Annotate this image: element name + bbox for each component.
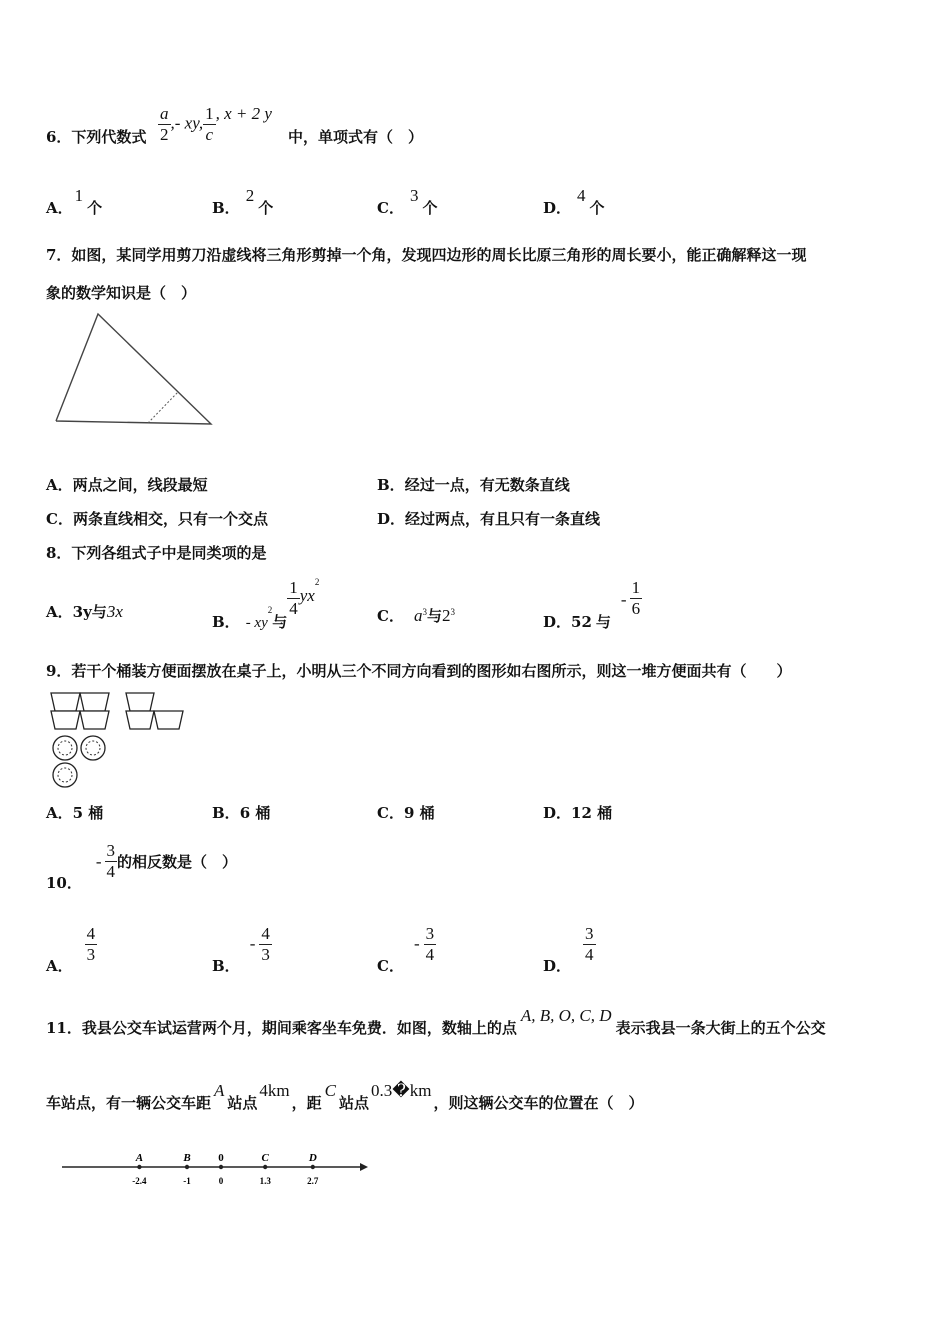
q8-b-tail: yx: [299, 585, 315, 605]
q7-c-label: C．: [46, 510, 73, 528]
q6-frac-c-den: c: [205, 125, 214, 144]
q7-d-label: D．: [377, 510, 406, 528]
q11-axis-arrow: [360, 1163, 368, 1171]
q6-a-value: 1: [74, 186, 84, 205]
q8-d-sign: -: [620, 589, 627, 609]
q7-line2: 象的数学知识是（ ）: [46, 284, 197, 302]
q11-axis-value-2: 0: [218, 1176, 224, 1186]
q10-b-sign: -: [249, 933, 256, 953]
q9-c-text: 9 桶: [403, 804, 435, 822]
q6-a-label: A．: [46, 199, 73, 217]
q11-axis-letter-2: 0: [218, 1152, 224, 1164]
q10-c-sign: -: [413, 933, 420, 953]
q10-b-label: B．: [212, 956, 240, 975]
q11-axis-point-3: [263, 1165, 267, 1169]
q11-axis-point-1: [185, 1165, 189, 1169]
q8-d-den: 6: [631, 599, 641, 618]
q11-axis-letter-1: B: [183, 1152, 191, 1164]
q8-c-label: C．: [377, 607, 404, 625]
q10-sign: -: [95, 851, 102, 871]
q6-suffix: 中，单项式有（ ）: [288, 128, 424, 146]
q9-a-label: A．: [46, 804, 73, 822]
q6-tail: , x + 2 y: [215, 104, 272, 123]
q8-a-expr: 3x: [106, 602, 123, 621]
q11-line2-b: 站点: [227, 1094, 258, 1112]
q11-line1-a: 11．我县公交车试运营两个月，期间乘客坐车免费．如图，数轴上的点: [46, 1019, 517, 1037]
q10-b-den: 3: [261, 945, 270, 964]
q11-dist1: 4km: [259, 1081, 290, 1100]
q7-b-text: 经过一点，有无数条直线: [404, 476, 570, 494]
q10-d-num: 3: [585, 924, 594, 943]
q7-a-text: 两点之间，线段最短: [72, 476, 208, 494]
q7-d-text: 经过两点，有且只有一条直线: [405, 510, 601, 528]
q6-mid: ,- xy,: [170, 113, 204, 133]
q11-axis-value-3: 1.3: [259, 1176, 271, 1186]
q6-frac-a-den: 2: [160, 125, 169, 144]
q11-axis-point-4: [311, 1165, 315, 1169]
q10-den: 4: [106, 862, 116, 881]
q6-a-unit: 个: [87, 199, 103, 217]
q6-c-unit: 个: [422, 199, 438, 217]
q6-d-unit: 个: [589, 199, 605, 217]
q8-a-bold: 3y: [72, 603, 92, 621]
q9-c-label: C．: [377, 804, 404, 822]
q8-b-label: B．: [212, 612, 240, 631]
q11-line1-b: 表示我县一条大街上的五个公交: [615, 1019, 826, 1037]
q8-b-exp: 2: [267, 604, 273, 615]
q8-c-exp: 3: [422, 607, 427, 617]
q10-num: 3: [106, 841, 116, 860]
q6-frac-c-num: 1: [205, 104, 214, 123]
q10-a-num: 4: [86, 924, 96, 943]
q6-d-value: 4: [577, 186, 586, 205]
q8-c-base: a: [413, 606, 423, 625]
q11-axis-letter-3: C: [261, 1152, 269, 1164]
q11-axis-point-0: [137, 1165, 141, 1169]
q11-var-c: C: [324, 1081, 337, 1100]
q11-axis-value-0: -2.4: [132, 1176, 147, 1186]
q8-b-tail-exp: 2: [314, 576, 320, 587]
q6-prefix: 6．下列代数式: [46, 128, 147, 146]
q10-c-den: 4: [425, 945, 435, 964]
q10-c-label: C．: [377, 956, 404, 975]
q8-d-label: D．: [543, 612, 572, 631]
q11-axis-letter-0: A: [135, 1152, 144, 1164]
q8-stem: 8．下列各组式子中是同类项的是: [46, 544, 267, 562]
q8-c-base2: 2: [441, 606, 451, 625]
q8-d-num-txt: 52: [571, 612, 592, 631]
q9-d-label: D．: [543, 804, 572, 822]
q10-b-num: 4: [261, 924, 270, 943]
q11-points-expr: A, B, O, C, D: [520, 1006, 612, 1025]
q9-stem: 9．若干个桶装方便面摆放在桌子上，小明从三个不同方向看到的图形如右图所示，则这一堆方便面共有（ ）: [46, 662, 792, 680]
q7-c-text: 两条直线相交，只有一个交点: [72, 510, 268, 528]
q11-axis-value-1: -1: [183, 1176, 191, 1186]
q6-c-label: C．: [377, 199, 404, 217]
q8-a-with: 与: [91, 603, 107, 621]
q10-number: 10．: [46, 873, 82, 892]
q7-a-label: A．: [46, 476, 73, 494]
q8-b-den: 4: [289, 599, 298, 618]
q9-b-text: 6 桶: [239, 804, 271, 822]
q10-a-label: A．: [46, 956, 73, 975]
q8-c-exp2: 3: [450, 607, 455, 617]
q8-d-num: 1: [631, 578, 641, 597]
q8-b-num: 1: [289, 578, 298, 597]
q11-var-a: A: [214, 1081, 225, 1100]
q10-a-den: 3: [86, 945, 96, 964]
q6-d-label: D．: [543, 199, 572, 217]
q10-d-label: D．: [543, 956, 572, 975]
q9-a-text: 5 桶: [72, 804, 104, 822]
q7-b-label: B．: [377, 476, 405, 494]
q11-line2-a: 车站点，有一辆公交车距: [46, 1094, 212, 1112]
q11-line2-c: ，距: [291, 1094, 322, 1112]
q11-line2-d: 站点: [339, 1094, 370, 1112]
q8-c-with: 与: [426, 607, 442, 625]
q7-line1: 7．如图，某同学用剪刀沿虚线将三角形剪掉一个角，发现四边形的周长比原三角形的周长要小，能正确解释这一现: [46, 246, 807, 264]
q10-c-num: 3: [425, 924, 435, 943]
q11-axis-value-4: 2.7: [307, 1176, 319, 1186]
q11-axis-letter-4: D: [308, 1152, 317, 1164]
q8-a-label: A．: [46, 603, 73, 621]
q9-b-label: B．: [212, 804, 240, 822]
q8-b-with: 与: [272, 612, 288, 631]
q11-line2-e: ，则这辆公交车的位置在（ ）: [433, 1094, 644, 1112]
q8-b-expr: - xy: [245, 614, 268, 631]
q6-b-value: 2: [245, 186, 255, 205]
q6-b-label: B．: [212, 199, 240, 217]
q6-frac-a-num: a: [160, 104, 169, 123]
q6-c-value: 3: [409, 186, 419, 205]
q10-d-den: 4: [585, 945, 594, 964]
q6-b-unit: 个: [258, 199, 274, 217]
q9-d-text: 12 桶: [571, 804, 613, 822]
q11-dist2: 0.3�km: [371, 1081, 432, 1100]
q10-suffix: 的相反数是（ ）: [117, 852, 238, 871]
q8-d-with: 与: [595, 612, 611, 631]
q11-axis-point-2: [219, 1165, 223, 1169]
